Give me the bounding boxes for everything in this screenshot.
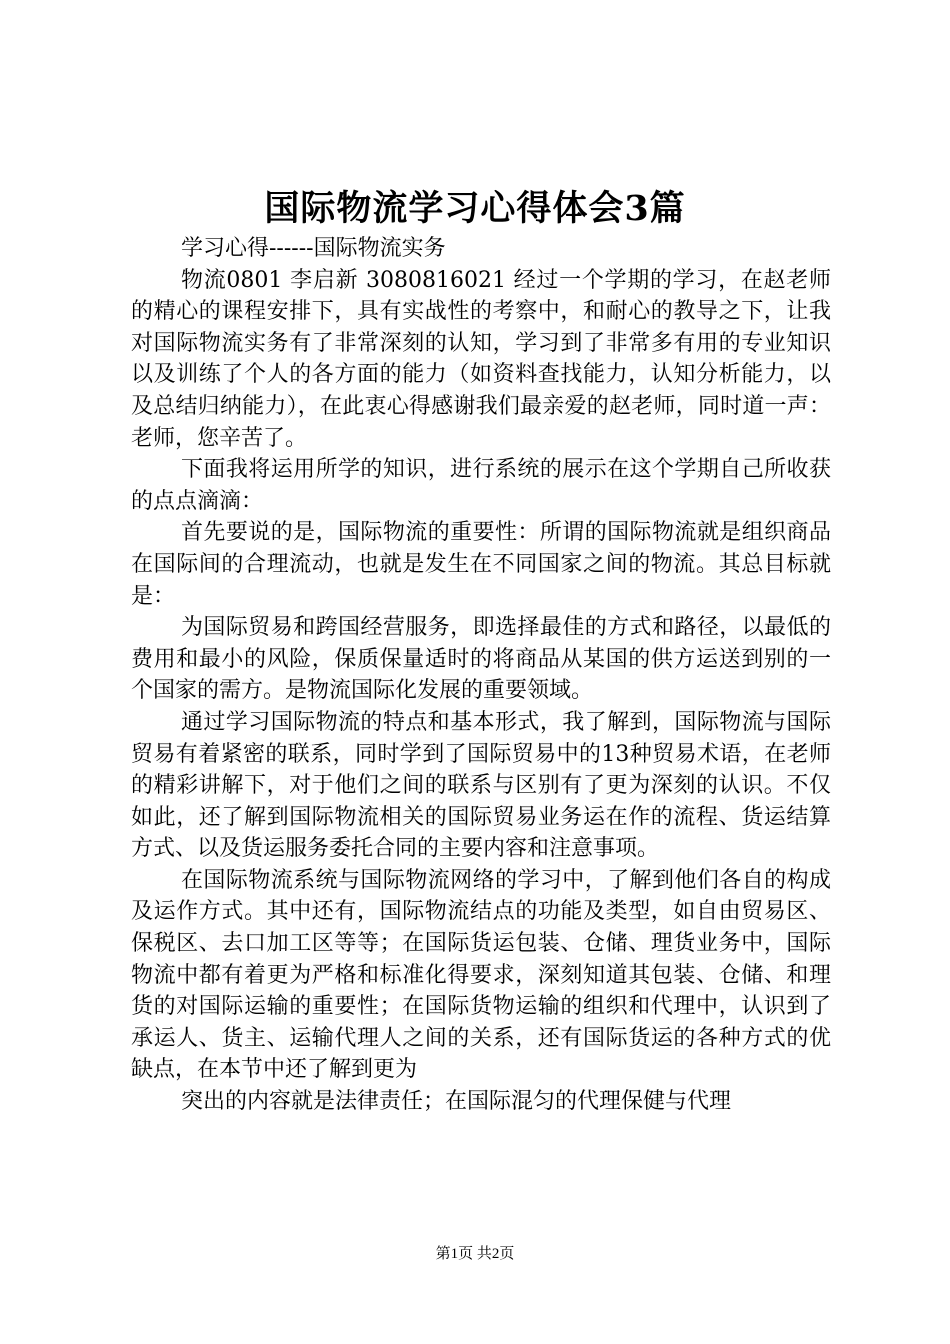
paragraph: 通过学习国际物流的特点和基本形式，我了解到，国际物流与国际贸易有着紧密的联系，同时学到了国际贸易中的13种贸易术语，在老师的精彩讲解下，对于他们之间的联系与区别有了更为深刻的认识。不仅如此，还了解到国际物流相关的国际贸易业务运在作的流程、货运结算方式、以及货运服务委托合同的主要内容和注意事项。: [131, 709, 831, 862]
paragraph: 物流0801 李启新 3080816021 经过一个学期的学习，在赵老师的精心的课程安排下，具有实战性的考察中，和耐心的教导之下，让我对国际物流实务有了非常深刻的认知，学习到了非常多有用的专业知识以及训练了个人的各方面的能力（如资料查找能力，认知分析能力，以及总结归纳能力），在此衷心得感谢我们最亲爱的赵老师，同时道一声：老师，您辛苦了。: [131, 267, 831, 451]
paragraph: 为国际贸易和跨国经营服务，即选择最佳的方式和路径，以最低的费用和最小的风险，保质保量适时的将商品从某国的供方运送到别的一个国家的需方。是物流国际化发展的重要领域。: [131, 615, 831, 704]
paragraph: 学习心得------国际物流实务: [181, 236, 446, 261]
page-footer: 第1页 共2页: [435, 1246, 515, 1262]
document-body: [131, 233, 831, 1118]
paragraph: 下面我将运用所学的知识，进行系统的展示在这个学期自己所收获的点点滴滴：: [131, 457, 831, 514]
document-title: 国际物流学习心得体会3篇: [264, 188, 686, 229]
paragraph: 首先要说的是，国际物流的重要性：所谓的国际物流就是组织商品在国际间的合理流动，也就是发生在不同国家之间的物流。其总目标就是：: [131, 520, 831, 609]
paragraph: 突出的内容就是法律责任；在国际混匀的代理保健与代理: [181, 1089, 732, 1115]
paragraph: 在国际物流系统与国际物流网络的学习中，了解到他们各自的构成及运作方式。其中还有，国际物流结点的功能及类型，如自由贸易区、保税区、去口加工区等等；在国际货运包装、仓储、理货业务中，国际物流中都有着更为严格和标准化得要求，深刻知道其包装、仓储、和理货的对国际运输的重要性；在国际货物运输的组织和代理中，认识到了承运人、货主、运输代理人之间的关系，还有国际货运的各种方式的优缺点，在本节中还了解到更为: [131, 867, 831, 1083]
